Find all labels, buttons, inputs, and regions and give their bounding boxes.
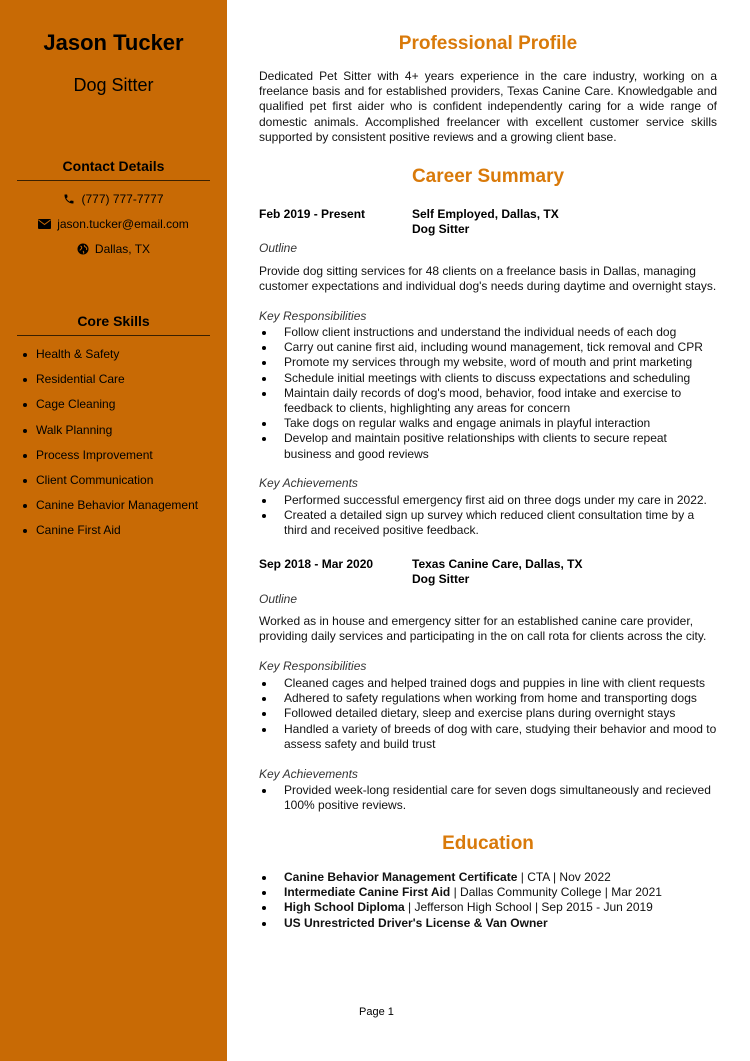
list-item: Schedule initial meetings with clients to discuss expectations and scheduling	[259, 371, 717, 386]
education-list	[259, 870, 717, 931]
job-dates: Sep 2018 - Mar 2020	[259, 557, 374, 571]
skill-item: Walk Planning	[22, 423, 198, 448]
list-item: Maintain daily records of dog's mood, behavior, food intake and exercise to feedback to clients, highlighting any areas for concern	[259, 386, 717, 416]
responsibilities-label: Key Responsibilities	[259, 659, 367, 673]
job-2-responsibilities	[259, 676, 717, 752]
education-heading: Education	[442, 833, 534, 854]
skill-item: Process Improvement	[22, 448, 198, 473]
candidate-job-title: Dog Sitter	[73, 75, 154, 95]
career-heading: Career Summary	[411, 166, 565, 187]
location-text: Dallas, TX	[94, 242, 151, 256]
job-role: Dog Sitter	[412, 572, 470, 586]
education-item: Intermediate Canine First Aid | Dallas Community College | Mar 2021	[259, 885, 717, 900]
profile-text: Dedicated Pet Sitter with 4+ years experience in the care industry, working on a freelance basis and for established providers, Texas Canine Care. Knowledgable and qualified pet first aider who is confident independently caring for a wide range of domestic animals. Accomplished freelancer with excellent customer service skills supported by consistent positive reviews and a growing client base.	[259, 69, 717, 144]
education-item: Canine Behavior Management Certificate | CTA | Nov 2022	[259, 870, 717, 885]
list-item: Carry out canine first aid, including wound management, tick removal and CPR	[259, 340, 717, 355]
envelope-icon	[38, 219, 51, 229]
outline-label: Outline	[259, 241, 298, 255]
job-employer: Self Employed, Dallas, TX	[412, 207, 559, 221]
contact-heading: Contact Details	[17, 158, 210, 181]
candidate-name: Jason Tucker	[43, 30, 184, 55]
list-item: Develop and maintain positive relationships with clients to secure repeat business and good reviews	[259, 431, 717, 461]
contact-email	[0, 217, 227, 231]
list-item: Adhered to safety regulations when working from home and transporting dogs	[259, 691, 717, 706]
skills-heading: Core Skills	[17, 313, 210, 336]
job-1-responsibilities	[259, 325, 717, 462]
achievements-label: Key Achievements	[259, 767, 358, 781]
outline-label: Outline	[259, 592, 298, 606]
list-item: Follow client instructions and understand the individual needs of each dog	[259, 325, 717, 340]
job-1-achievements	[259, 493, 717, 539]
list-item: Take dogs on regular walks and engage animals in playful interaction	[259, 416, 717, 431]
contact-phone	[0, 192, 227, 206]
phone-icon	[63, 193, 75, 205]
profile-heading: Professional Profile	[398, 33, 578, 54]
skill-item: Client Communication	[22, 473, 198, 498]
list-item: Promote my services through my website, word of mouth and print marketing	[259, 355, 717, 370]
job-role: Dog Sitter	[412, 222, 470, 236]
job-2-achievements	[259, 783, 717, 813]
list-item: Provided week-long residential care for seven dogs simultaneously and recieved 100% positive reviews.	[259, 783, 717, 813]
job-outline: Worked as in house and emergency sitter for an established canine care provider, providing daily services and participating in the on call rota for clients across the city.	[259, 614, 707, 644]
achievements-label: Key Achievements	[259, 476, 358, 490]
education-item: US Unrestricted Driver's License & Van Owner	[259, 916, 717, 931]
page-number: Page 1	[359, 1006, 394, 1018]
skills-list	[22, 347, 198, 549]
phone-text: (777) 777-7777	[81, 192, 164, 206]
list-item: Created a detailed sign up survey which reduced client consultation time by a third and received positive feedback.	[259, 508, 717, 538]
list-item: Cleaned cages and helped trained dogs and puppies in line with client requests	[259, 676, 717, 691]
job-employer: Texas Canine Care, Dallas, TX	[412, 557, 583, 571]
job-outline: Provide dog sitting services for 48 clients on a freelance basis in Dallas, managing customer expectations and individual dog's needs during daytime and overnight stays.	[259, 264, 717, 294]
skill-item: Canine Behavior Management	[22, 498, 198, 523]
list-item: Handled a variety of breeds of dog with care, studying their behavior and mood to assess safety and build trust	[259, 722, 717, 752]
skill-item: Residential Care	[22, 372, 198, 397]
skill-item: Cage Cleaning	[22, 397, 198, 422]
list-item: Performed successful emergency first aid on three dogs under my care in 2022.	[259, 493, 717, 508]
globe-icon	[77, 243, 89, 255]
skill-item: Canine First Aid	[22, 523, 198, 548]
responsibilities-label: Key Responsibilities	[259, 309, 367, 323]
education-item: High School Diploma | Jefferson High School | Sep 2015 - Jun 2019	[259, 900, 717, 915]
job-dates: Feb 2019 - Present	[259, 207, 366, 221]
contact-location	[0, 242, 227, 256]
email-text[interactable]: jason.tucker@email.com	[57, 217, 189, 231]
list-item: Followed detailed dietary, sleep and exercise plans during overnight stays	[259, 706, 717, 721]
skill-item: Health & Safety	[22, 347, 198, 372]
